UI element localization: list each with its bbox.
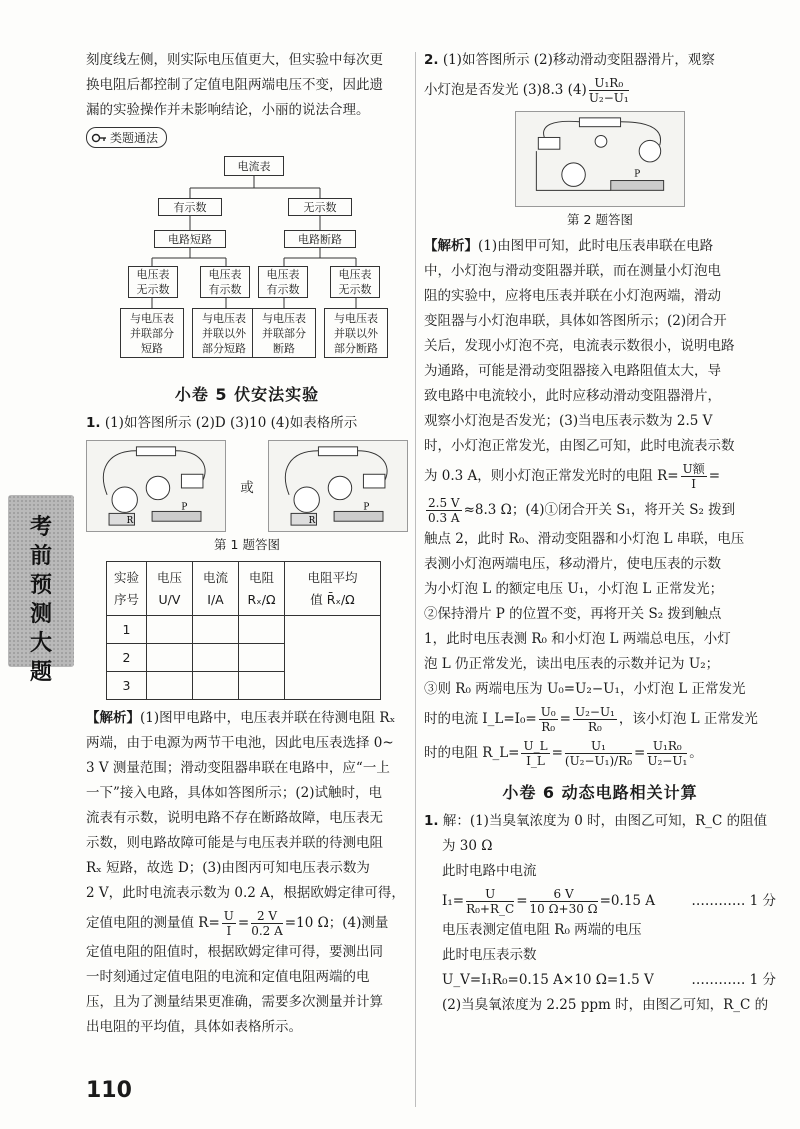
question-number: 1. [424, 813, 439, 829]
analysis-line: 泡 L 仍正常发光，读出电压表的示数并记为 U₂； [424, 656, 720, 672]
solution-line: 此时电路中电流 [442, 863, 537, 879]
tree-node-voltmeter: 电压表 有示数 [200, 266, 250, 298]
analysis-line: 示数，则电路故障可能是与电压表并联的待测电阻 [86, 835, 383, 851]
intro-line: 刻度线左侧，则实际电压值更大，但实验中每次更 [86, 52, 383, 68]
tree-node-voltmeter: 电压表 无示数 [128, 266, 178, 298]
analysis-line: 为通路，可能是滑动变阻器接入电路阻值太大，导 [424, 363, 721, 379]
resistance-equation: 定值电阻的测量值 R= $\frac{U}{I}$ = $\frac{2 V}{0.2 A}$ =10 Ω；(4)测量 [86, 909, 389, 938]
analysis-line: 1，此时电压表测 R₀ 和小灯泡 L 两端总电压，小灯 [424, 631, 731, 647]
or-label: 或 [240, 480, 254, 496]
lamp-current-equation: 时的电流 I_L=I₀= $\frac{\text{U₀}}{\text{R₀}}$ = $\frac{\text{U₂−U₁}}{\text{R₀}}$ ，该小灯泡 L 正常发光 [424, 705, 758, 734]
lamp-resistance-equation: 为 0.3 A，则小灯泡正常发光时的电阻 R= $\frac{\text{U额}}{I}$ = [424, 462, 721, 491]
tree-node-has-reading: 有示数 [158, 198, 222, 216]
q2-answer: (1)如答图所示 (2)移动滑动变阻器滑片，观察 [442, 52, 715, 68]
right-column [424, 48, 776, 1018]
analysis-line: (1)由图甲可知，此时电压表串联在电路 [478, 238, 714, 254]
table-cell: 2 [107, 644, 147, 672]
analysis-label: 【解析】 [424, 238, 478, 254]
analysis-line: 压，且为了测量结果更准确，需要多次测量并计算 [86, 994, 383, 1010]
analysis-line: 一时刻通过定值电阻的电流和定值电阻两端的电 [86, 969, 370, 985]
solution-line: (2)当臭氧浓度为 2.25 ppm 时，由图乙可知，R_C 的 [442, 997, 769, 1013]
tree-node-voltmeter: 电压表 有示数 [258, 266, 308, 298]
analysis-line: 致电路中电流较小，此时应移动滑动变阻器滑片， [424, 388, 721, 404]
circuit-diagram-a [86, 440, 226, 532]
circuit-diagram-2 [515, 111, 685, 207]
analysis-line: 变阻器与小灯泡串联，具体如答图所示；(2)闭合开 [424, 313, 727, 329]
analysis-line: 3 V 测量范围；滑动变阻器串联在电路中，应“一上 [86, 760, 390, 776]
analysis-line: 中，小灯泡与滑动变阻器并联，而在测量小灯泡电 [424, 263, 721, 279]
fig1-row [86, 440, 408, 532]
analysis-line: ③则 R₀ 两端电压为 U₀=U₂−U₁，小灯泡 L 正常发光 [424, 681, 746, 697]
analysis-line: Rₓ 短路，故选 D；(3)由图丙可知电压表示数为 [86, 860, 370, 876]
intro-line: 换电阻后都控制了定值电阻两端电压不变，因此遗 [86, 77, 383, 93]
table-header: 电流 I/A [193, 562, 239, 616]
table-cell: 1 [107, 616, 147, 644]
analysis-line: 2 V，此时电流表示数为 0.2 A，根据欧姆定律可得， [86, 885, 405, 901]
method-tag-label: 类题通法 [110, 131, 159, 145]
tree-node-open-circuit: 电路断路 [284, 230, 356, 248]
svg-text:P: P [634, 169, 641, 180]
analysis-line: 关后，发现小灯泡不亮，电流表示数很小，说明电路 [424, 338, 735, 354]
table-header: 电阻 Rₓ/Ω [239, 562, 285, 616]
solution-line: 此时电压表示数 [442, 947, 537, 963]
analysis-label: 【解析】 [86, 710, 140, 726]
tree-node-conclusion: 与电压表 并联部分 断路 [252, 308, 316, 358]
tree-node-no-reading: 无示数 [288, 198, 352, 216]
table-cell: 3 [107, 672, 147, 700]
analysis-line: 观察小灯泡是否发光；(3)当电压表示数为 2.5 V [424, 413, 713, 429]
svg-text:P: P [363, 502, 370, 513]
svg-text:P: P [181, 502, 188, 513]
section-6-title: 小卷 6 动态电路相关计算 [502, 783, 698, 802]
method-tag [86, 127, 167, 148]
analysis-line: 时，小灯泡正常发光，由图乙可知，此时电流表示数 [424, 438, 735, 454]
fig2-caption: 第 2 题答图 [567, 212, 633, 227]
question-number: 1. [86, 415, 101, 431]
analysis-line: ②保持滑片 P 的位置不变，再将开关 S₂ 拨到触点 [424, 606, 722, 622]
table-header: 电阻平均 值 R̄ₓ/Ω [285, 562, 381, 616]
q2-answer-line2: 小灯泡是否发光 (3)8.3 (4) $\frac{\text{U₁R₀}}{\text{U₂−U₁}}$ [424, 76, 629, 105]
fault-diagnosis-tree [120, 154, 408, 372]
fig1-caption: 第 1 题答图 [214, 537, 280, 552]
analysis-line: 触点 2，此时 R₀、滑动变阻器和小灯泡 L 串联，电压 [424, 531, 745, 547]
analysis-line: 两端，由于电源为两节干电池，因此电压表选择 0~ [86, 735, 394, 751]
lamp-resistance-final: 时的电阻 R_L= $\frac{U\_L}{I\_L}$ = $\frac{\text{U₁}}{\text{(U₂−U₁)/R₀}}$ = $\frac{\text{U₁R₀}}{\text{U₂−U₁}}$ 。 [424, 739, 703, 768]
table-header: 电压 U/V [147, 562, 193, 616]
lamp-resistance-equation-2: $\frac{2.5 V}{0.3 A}$ ≈8.3 Ω；(4)①闭合开关 S₁，将开关 S₂ 拨到 [428, 496, 736, 525]
column-divider [415, 52, 416, 1107]
analysis-line: 为小灯泡 L 的额定电压 U₁，小灯泡 L 正常发光； [424, 581, 724, 597]
circuit-diagram-b [268, 440, 408, 532]
analysis-line: 阻的实验中，应将电压表并联在小灯泡两端，滑动 [424, 288, 721, 304]
table-row [107, 616, 381, 644]
sidebar-label: 考前预测大题 [29, 515, 52, 685]
tree-node-conclusion: 与电压表 并联部分 短路 [120, 308, 184, 358]
solution-line: 为 30 Ω [442, 838, 493, 854]
data-record-table [106, 561, 381, 700]
tree-node-conclusion: 与电压表 并联以外 部分短路 [192, 308, 256, 358]
left-column [86, 48, 408, 1040]
tree-root-ammeter: 电流表 [224, 156, 284, 176]
score-points: ………… 1 分 [691, 972, 776, 988]
analysis-line: 流表有示数，说明电路不存在断路故障，电压表无 [86, 810, 383, 826]
score-points: ………… 1 分 [691, 893, 776, 909]
section-5-title: 小卷 5 伏安法实验 [174, 385, 320, 404]
current-equation: I₁= $\frac{U}{\text{R₀+R\_C}}$ = $\frac{6 V}{10 \Omega+30 \Omega}$ =0.15 A ………… 1 分 [424, 884, 776, 918]
key-icon [91, 131, 107, 145]
q1-answer: (1)如答图所示 (2)D (3)10 (4)如表格所示 [104, 415, 358, 431]
solution-line: 解：(1)当臭氧浓度为 0 时，由图乙可知，R_C 的阻值 [442, 813, 768, 829]
intro-line: 漏的实验操作并未影响结论，小丽的说法合理。 [86, 102, 370, 118]
analysis-line: (1)图甲电路中，电压表并联在待测电阻 Rₓ [140, 710, 396, 726]
page-number: 110 [86, 1078, 132, 1103]
voltage-equation: U_V=I₁R₀=0.15 A×10 Ω=1.5 V ………… 1 分 [424, 968, 776, 993]
solution-line: 电压表测定值电阻 R₀ 两端的电压 [442, 922, 642, 938]
tree-node-short-circuit: 电路短路 [154, 230, 226, 248]
analysis-line: 表测小灯泡两端电压，移动滑片，使电压表的示数 [424, 556, 721, 572]
analysis-line: 定值电阻的阻值时，根据欧姆定律可得，要测出同 [86, 944, 383, 960]
table-header: 实验 序号 [107, 562, 147, 616]
svg-text:R: R [126, 516, 134, 527]
svg-text:R: R [308, 516, 316, 527]
tree-node-voltmeter: 电压表 无示数 [330, 266, 380, 298]
analysis-line: 出电阻的平均值，具体如表格所示。 [86, 1019, 302, 1035]
tree-node-conclusion: 与电压表 并联以外 部分断路 [324, 308, 388, 358]
question-number: 2. [424, 52, 439, 68]
analysis-line: 一下”接入电路，具体如答图所示；(2)试触时，电 [86, 785, 383, 801]
